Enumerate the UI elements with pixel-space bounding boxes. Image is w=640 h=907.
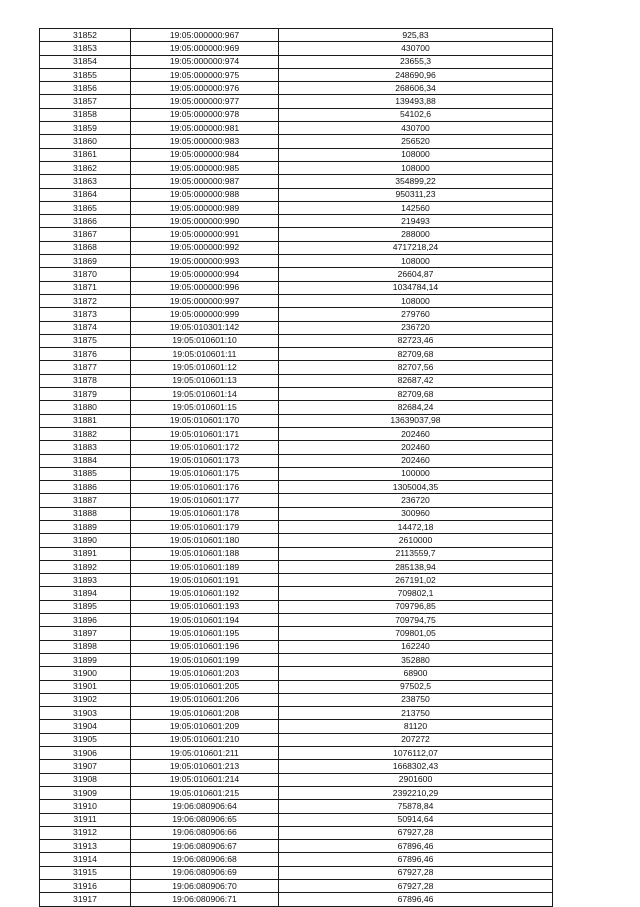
cadastral-number-cell: 19:05:010601:208 — [131, 707, 279, 720]
table-row — [40, 707, 553, 720]
value-cell: 82723,46 — [279, 334, 553, 347]
table-row — [40, 853, 553, 866]
cadastral-number-cell: 19:05:010601:203 — [131, 667, 279, 680]
value-cell: 13639037,98 — [279, 414, 553, 427]
row-number-cell: 31864 — [40, 188, 131, 201]
value-cell: 2113559,7 — [279, 547, 553, 560]
table-row — [40, 481, 553, 494]
value-cell: 709794,75 — [279, 614, 553, 627]
cadastral-number-cell: 19:05:010601:15 — [131, 401, 279, 414]
value-cell: 67896,46 — [279, 853, 553, 866]
table-body — [40, 29, 553, 907]
value-cell: 54102,6 — [279, 108, 553, 121]
row-number-cell: 31884 — [40, 454, 131, 467]
cadastral-number-cell: 19:05:000000:989 — [131, 201, 279, 214]
table-row — [40, 201, 553, 214]
table-row — [40, 268, 553, 281]
row-number-cell: 31917 — [40, 893, 131, 906]
table-row — [40, 747, 553, 760]
value-cell: 82687,42 — [279, 374, 553, 387]
table-row — [40, 334, 553, 347]
cadastral-number-cell: 19:06:080906:65 — [131, 813, 279, 826]
row-number-cell: 31867 — [40, 228, 131, 241]
value-cell: 108000 — [279, 294, 553, 307]
value-cell: 248690,96 — [279, 68, 553, 81]
value-cell: 925,83 — [279, 29, 553, 42]
table-row — [40, 42, 553, 55]
value-cell: 82707,56 — [279, 361, 553, 374]
table-row — [40, 374, 553, 387]
value-cell: 142560 — [279, 201, 553, 214]
cadastral-number-cell: 19:05:000000:981 — [131, 122, 279, 135]
row-number-cell: 31903 — [40, 707, 131, 720]
cadastral-number-cell: 19:05:010601:193 — [131, 600, 279, 613]
value-cell: 236720 — [279, 494, 553, 507]
value-cell: 67927,28 — [279, 826, 553, 839]
table-row — [40, 680, 553, 693]
cadastral-number-cell: 19:05:010601:210 — [131, 733, 279, 746]
value-cell: 100000 — [279, 467, 553, 480]
table-row — [40, 840, 553, 853]
cadastral-number-cell: 19:05:000000:999 — [131, 308, 279, 321]
table-row — [40, 29, 553, 42]
row-number-cell: 31858 — [40, 108, 131, 121]
table-row — [40, 520, 553, 533]
cadastral-number-cell: 19:05:010601:14 — [131, 388, 279, 401]
row-number-cell: 31905 — [40, 733, 131, 746]
table-row — [40, 441, 553, 454]
row-number-cell: 31885 — [40, 467, 131, 480]
row-number-cell: 31898 — [40, 640, 131, 653]
table-row — [40, 308, 553, 321]
row-number-cell: 31872 — [40, 294, 131, 307]
row-number-cell: 31901 — [40, 680, 131, 693]
value-cell: 67927,28 — [279, 880, 553, 893]
table-row — [40, 55, 553, 68]
value-cell: 82709,68 — [279, 348, 553, 361]
row-number-cell: 31879 — [40, 388, 131, 401]
cadastral-number-cell: 19:05:010601:171 — [131, 427, 279, 440]
cadastral-number-cell: 19:05:010601:214 — [131, 773, 279, 786]
cadastral-number-cell: 19:05:010601:205 — [131, 680, 279, 693]
value-cell: 139493,88 — [279, 95, 553, 108]
row-number-cell: 31873 — [40, 308, 131, 321]
table-row — [40, 175, 553, 188]
table-row — [40, 560, 553, 573]
value-cell: 256520 — [279, 135, 553, 148]
cadastral-number-cell: 19:05:000000:992 — [131, 241, 279, 254]
cadastral-number-cell: 19:05:010601:175 — [131, 467, 279, 480]
table-row — [40, 388, 553, 401]
value-cell: 430700 — [279, 42, 553, 55]
row-number-cell: 31900 — [40, 667, 131, 680]
value-cell: 82709,68 — [279, 388, 553, 401]
row-number-cell: 31894 — [40, 587, 131, 600]
cadastral-number-cell: 19:06:080906:69 — [131, 866, 279, 879]
cadastral-number-cell: 19:05:000000:985 — [131, 161, 279, 174]
value-cell: 279760 — [279, 308, 553, 321]
table-row — [40, 640, 553, 653]
row-number-cell: 31886 — [40, 481, 131, 494]
value-cell: 202460 — [279, 441, 553, 454]
row-number-cell: 31869 — [40, 255, 131, 268]
value-cell: 68900 — [279, 667, 553, 680]
row-number-cell: 31890 — [40, 534, 131, 547]
table-row — [40, 773, 553, 786]
cadastral-number-cell: 19:06:080906:68 — [131, 853, 279, 866]
value-cell: 300960 — [279, 507, 553, 520]
cadastral-number-cell: 19:05:010601:213 — [131, 760, 279, 773]
value-cell: 23655,3 — [279, 55, 553, 68]
row-number-cell: 31904 — [40, 720, 131, 733]
cadastral-number-cell: 19:05:000000:994 — [131, 268, 279, 281]
value-cell: 2610000 — [279, 534, 553, 547]
row-number-cell: 31888 — [40, 507, 131, 520]
value-cell: 50914,64 — [279, 813, 553, 826]
row-number-cell: 31881 — [40, 414, 131, 427]
table-row — [40, 68, 553, 81]
table-row — [40, 614, 553, 627]
row-number-cell: 31883 — [40, 441, 131, 454]
cadastral-number-cell: 19:05:010601:180 — [131, 534, 279, 547]
row-number-cell: 31875 — [40, 334, 131, 347]
row-number-cell: 31891 — [40, 547, 131, 560]
row-number-cell: 31862 — [40, 161, 131, 174]
table-row — [40, 667, 553, 680]
value-cell: 81120 — [279, 720, 553, 733]
table-row — [40, 454, 553, 467]
value-cell: 709801,05 — [279, 627, 553, 640]
cadastral-number-cell: 19:05:000000:997 — [131, 294, 279, 307]
table-row — [40, 587, 553, 600]
row-number-cell: 31871 — [40, 281, 131, 294]
value-cell: 4717218,24 — [279, 241, 553, 254]
row-number-cell: 31916 — [40, 880, 131, 893]
table-row — [40, 467, 553, 480]
row-number-cell: 31907 — [40, 760, 131, 773]
table-row — [40, 880, 553, 893]
value-cell: 268606,34 — [279, 82, 553, 95]
table-row — [40, 760, 553, 773]
value-cell: 2392210,29 — [279, 786, 553, 799]
table-row — [40, 547, 553, 560]
cadastral-number-cell: 19:06:080906:64 — [131, 800, 279, 813]
value-cell: 1034784,14 — [279, 281, 553, 294]
value-cell: 67927,28 — [279, 866, 553, 879]
data-table — [39, 28, 553, 907]
cadastral-number-cell: 19:05:010601:209 — [131, 720, 279, 733]
cadastral-number-cell: 19:06:080906:71 — [131, 893, 279, 906]
table-row — [40, 600, 553, 613]
row-number-cell: 31878 — [40, 374, 131, 387]
cadastral-number-cell: 19:05:010601:191 — [131, 574, 279, 587]
row-number-cell: 31853 — [40, 42, 131, 55]
row-number-cell: 31909 — [40, 786, 131, 799]
value-cell: 213750 — [279, 707, 553, 720]
cadastral-number-cell: 19:05:010601:13 — [131, 374, 279, 387]
row-number-cell: 31854 — [40, 55, 131, 68]
table-row — [40, 135, 553, 148]
cadastral-number-cell: 19:05:000000:975 — [131, 68, 279, 81]
table-row — [40, 414, 553, 427]
cadastral-number-cell: 19:05:010601:170 — [131, 414, 279, 427]
cadastral-number-cell: 19:05:010601:215 — [131, 786, 279, 799]
row-number-cell: 31902 — [40, 693, 131, 706]
table-row — [40, 627, 553, 640]
cadastral-number-cell: 19:06:080906:66 — [131, 826, 279, 839]
row-number-cell: 31889 — [40, 520, 131, 533]
cadastral-number-cell: 19:05:000000:993 — [131, 255, 279, 268]
cadastral-number-cell: 19:06:080906:70 — [131, 880, 279, 893]
table-row — [40, 281, 553, 294]
cadastral-number-cell: 19:05:000000:978 — [131, 108, 279, 121]
table-row — [40, 786, 553, 799]
table-row — [40, 148, 553, 161]
cadastral-number-cell: 19:05:010601:195 — [131, 627, 279, 640]
cadastral-number-cell: 19:05:010601:194 — [131, 614, 279, 627]
value-cell: 108000 — [279, 255, 553, 268]
table-row — [40, 228, 553, 241]
row-number-cell: 31910 — [40, 800, 131, 813]
cadastral-number-cell: 19:05:010601:10 — [131, 334, 279, 347]
value-cell: 219493 — [279, 215, 553, 228]
row-number-cell: 31876 — [40, 348, 131, 361]
row-number-cell: 31877 — [40, 361, 131, 374]
table-row — [40, 813, 553, 826]
value-cell: 430700 — [279, 122, 553, 135]
row-number-cell: 31899 — [40, 653, 131, 666]
table-row — [40, 294, 553, 307]
table-row — [40, 720, 553, 733]
value-cell: 202460 — [279, 454, 553, 467]
row-number-cell: 31897 — [40, 627, 131, 640]
cadastral-number-cell: 19:05:000000:976 — [131, 82, 279, 95]
cadastral-number-cell: 19:05:010601:177 — [131, 494, 279, 507]
table-row — [40, 507, 553, 520]
table-row — [40, 893, 553, 906]
row-number-cell: 31912 — [40, 826, 131, 839]
value-cell: 75878,84 — [279, 800, 553, 813]
cadastral-number-cell: 19:05:010301:142 — [131, 321, 279, 334]
row-number-cell: 31911 — [40, 813, 131, 826]
cadastral-number-cell: 19:05:010601:178 — [131, 507, 279, 520]
cadastral-number-cell: 19:05:000000:974 — [131, 55, 279, 68]
table-row — [40, 534, 553, 547]
row-number-cell: 31861 — [40, 148, 131, 161]
value-cell: 97502,5 — [279, 680, 553, 693]
table-row — [40, 241, 553, 254]
value-cell: 709796,85 — [279, 600, 553, 613]
row-number-cell: 31857 — [40, 95, 131, 108]
cadastral-number-cell: 19:05:000000:969 — [131, 42, 279, 55]
row-number-cell: 31863 — [40, 175, 131, 188]
value-cell: 285138,94 — [279, 560, 553, 573]
row-number-cell: 31892 — [40, 560, 131, 573]
value-cell: 236720 — [279, 321, 553, 334]
value-cell: 2901600 — [279, 773, 553, 786]
cadastral-number-cell: 19:05:010601:172 — [131, 441, 279, 454]
cadastral-number-cell: 19:05:000000:977 — [131, 95, 279, 108]
value-cell: 709802,1 — [279, 587, 553, 600]
value-cell: 267191,02 — [279, 574, 553, 587]
table-row — [40, 574, 553, 587]
value-cell: 26604,87 — [279, 268, 553, 281]
row-number-cell: 31895 — [40, 600, 131, 613]
value-cell: 14472,18 — [279, 520, 553, 533]
cadastral-number-cell: 19:05:010601:199 — [131, 653, 279, 666]
value-cell: 950311,23 — [279, 188, 553, 201]
table-row — [40, 161, 553, 174]
table-row — [40, 733, 553, 746]
row-number-cell: 31860 — [40, 135, 131, 148]
table-row — [40, 800, 553, 813]
table-row — [40, 826, 553, 839]
table-row — [40, 108, 553, 121]
value-cell: 202460 — [279, 427, 553, 440]
table-row — [40, 122, 553, 135]
row-number-cell: 31866 — [40, 215, 131, 228]
table-row — [40, 95, 553, 108]
cadastral-number-cell: 19:06:080906:67 — [131, 840, 279, 853]
row-number-cell: 31859 — [40, 122, 131, 135]
cadastral-number-cell: 19:05:010601:189 — [131, 560, 279, 573]
row-number-cell: 31913 — [40, 840, 131, 853]
row-number-cell: 31906 — [40, 747, 131, 760]
table-row — [40, 321, 553, 334]
value-cell: 288000 — [279, 228, 553, 241]
table-row — [40, 427, 553, 440]
cadastral-number-cell: 19:05:010601:206 — [131, 693, 279, 706]
row-number-cell: 31896 — [40, 614, 131, 627]
cadastral-number-cell: 19:05:000000:967 — [131, 29, 279, 42]
cadastral-number-cell: 19:05:010601:11 — [131, 348, 279, 361]
row-number-cell: 31868 — [40, 241, 131, 254]
cadastral-number-cell: 19:05:010601:173 — [131, 454, 279, 467]
table-row — [40, 693, 553, 706]
table-row — [40, 653, 553, 666]
table-row — [40, 401, 553, 414]
value-cell: 162240 — [279, 640, 553, 653]
cadastral-number-cell: 19:05:010601:176 — [131, 481, 279, 494]
row-number-cell: 31874 — [40, 321, 131, 334]
value-cell: 108000 — [279, 161, 553, 174]
cadastral-number-cell: 19:05:010601:188 — [131, 547, 279, 560]
row-number-cell: 31908 — [40, 773, 131, 786]
value-cell: 67896,46 — [279, 893, 553, 906]
row-number-cell: 31915 — [40, 866, 131, 879]
value-cell: 1076112,07 — [279, 747, 553, 760]
cadastral-number-cell: 19:05:010601:192 — [131, 587, 279, 600]
table-row — [40, 348, 553, 361]
row-number-cell: 31856 — [40, 82, 131, 95]
value-cell: 354899,22 — [279, 175, 553, 188]
value-cell: 352880 — [279, 653, 553, 666]
row-number-cell: 31914 — [40, 853, 131, 866]
row-number-cell: 31893 — [40, 574, 131, 587]
cadastral-number-cell: 19:05:010601:211 — [131, 747, 279, 760]
cadastral-number-cell: 19:05:000000:983 — [131, 135, 279, 148]
value-cell: 82684,24 — [279, 401, 553, 414]
value-cell: 238750 — [279, 693, 553, 706]
cadastral-number-cell: 19:05:000000:987 — [131, 175, 279, 188]
cadastral-number-cell: 19:05:000000:991 — [131, 228, 279, 241]
value-cell: 207272 — [279, 733, 553, 746]
row-number-cell: 31880 — [40, 401, 131, 414]
row-number-cell: 31870 — [40, 268, 131, 281]
table-row — [40, 215, 553, 228]
table-row — [40, 494, 553, 507]
cadastral-number-cell: 19:05:010601:12 — [131, 361, 279, 374]
value-cell: 108000 — [279, 148, 553, 161]
table-row — [40, 255, 553, 268]
row-number-cell: 31852 — [40, 29, 131, 42]
cadastral-number-cell: 19:05:000000:984 — [131, 148, 279, 161]
row-number-cell: 31865 — [40, 201, 131, 214]
cadastral-number-cell: 19:05:000000:988 — [131, 188, 279, 201]
cadastral-number-cell: 19:05:000000:996 — [131, 281, 279, 294]
value-cell: 1668302,43 — [279, 760, 553, 773]
cadastral-number-cell: 19:05:010601:196 — [131, 640, 279, 653]
cadastral-number-cell: 19:05:010601:179 — [131, 520, 279, 533]
table-row — [40, 866, 553, 879]
row-number-cell: 31887 — [40, 494, 131, 507]
table-row — [40, 361, 553, 374]
row-number-cell: 31855 — [40, 68, 131, 81]
table-row — [40, 188, 553, 201]
table-row — [40, 82, 553, 95]
row-number-cell: 31882 — [40, 427, 131, 440]
value-cell: 1305004,35 — [279, 481, 553, 494]
cadastral-number-cell: 19:05:000000:990 — [131, 215, 279, 228]
value-cell: 67896,46 — [279, 840, 553, 853]
